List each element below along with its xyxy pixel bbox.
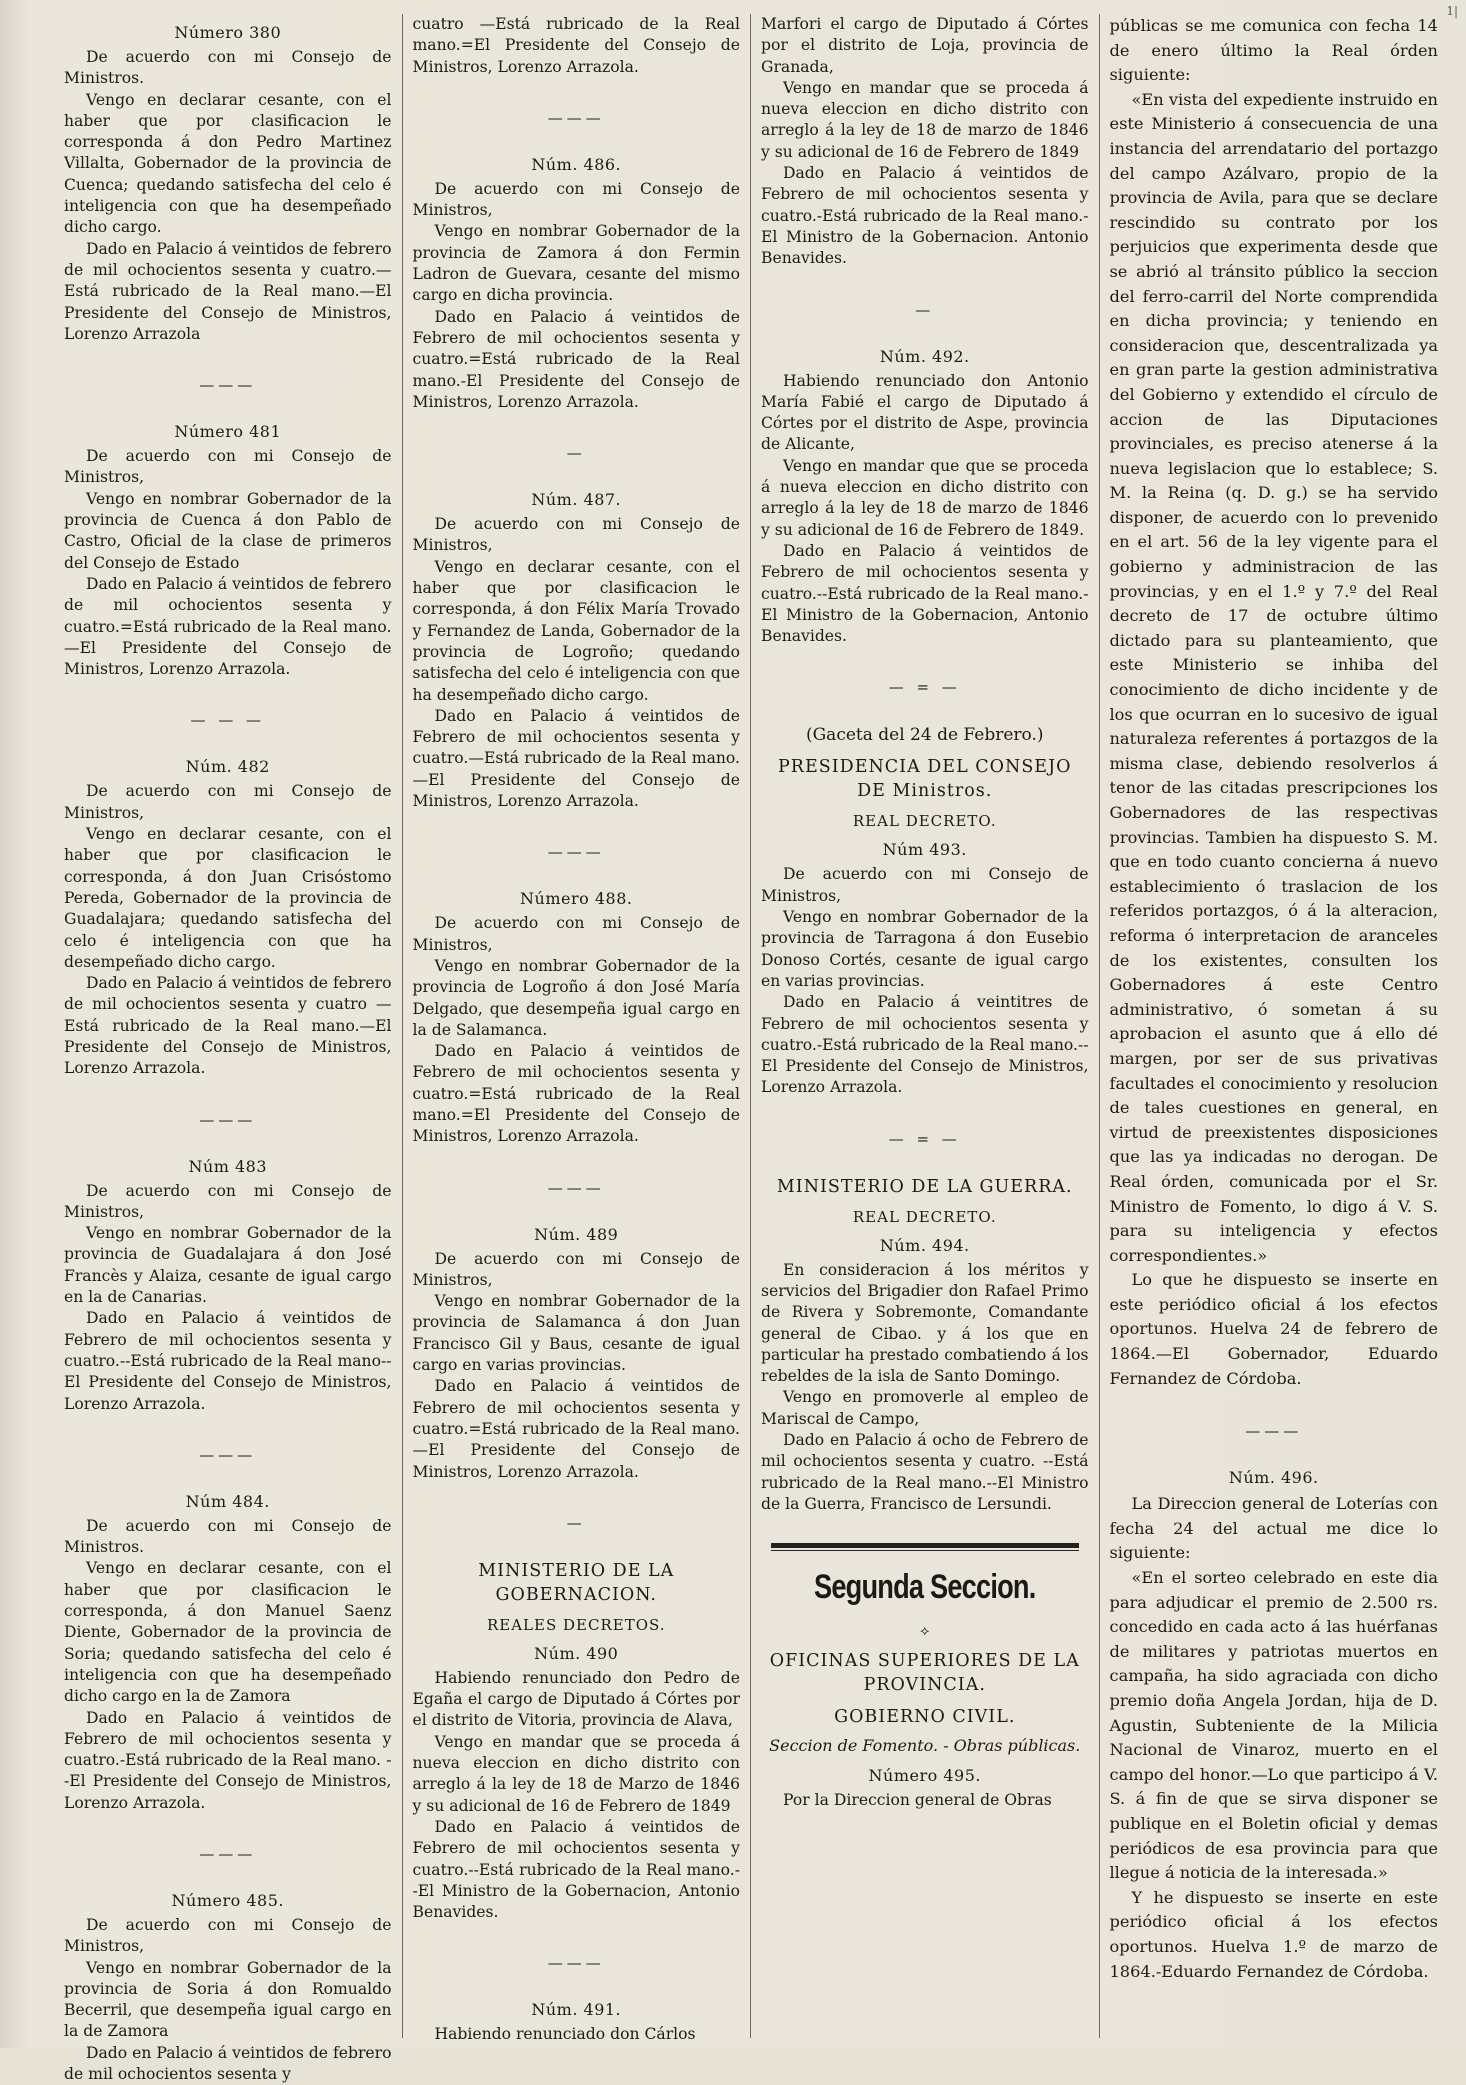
paragraph: En consideracion á los méritos y servicios del Brigadier don Rafael Primo de Rivera y Sobremonte, Comandante general de Cibao. y á los que en particular ha prestado combatiendo á los rebeldes de la isla de Santo Domingo.	[761, 1260, 1089, 1386]
subsection-title: Seccion de Fomento. - Obras públicas.	[769, 1736, 1081, 1756]
paragraph: «En vista del expediente instruido en este Ministerio á consecuencia de una instancia del arrendatario del portazgo del campo Azálvaro, propio de la provincia de Avila, para que se declare rescindido su contrato por los perjuicios que experimenta desde que se abrió al tránsito público la seccion del ferro-carril del Norte comprendida en dicha provincia; y teniendo en consideracion que, descentralizada ya en gran parte la gestion administrativa del Gobierno y extendido el círculo de accion de las Diputaciones provinciales, es preciso atenerse á la nueva legislacion que lo establece; S. M. la Reina (q. D. g.) se ha servido disponer, de acuerdo con lo prevenido en el art. 56 de la ley vigente para el gobierno y administracion de las provincias, y en el 1.º y 7.º del Real decreto de 17 de octubre último dictado para su planteamiento, que este Ministerio se inhiba del conocimiento de dicho incidente y de los que ocurran en lo sucesivo de igual naturaleza referentes á portazgos de la misma clase, debiendo resolverlos á tenor de las citadas prescripciones los Gobernadores de las respectivas provincias. Tambien ha dispuesto S. M. que en todo cuanto concierna á nuevo establecimiento ó traslacion de los referidos portazgos, ó á la alteracion, reforma ó interpretacion de aranceles de los existentes, consulten los Gobernadores á este Centro administrativo, ó sometan á su aprobacion el asunto que á ello dé margen, por ser de sus privativas facultades el conocimiento y resolucion de tales cuestiones en general, en virtud de preexistentes disposiciones que las ya indicadas no derogan. De Real órden, comunicada por el Sr. Ministro de Fomento, lo digo á V. S. para su inteligencia y efectos correspondientes.»	[1109, 89, 1438, 1265]
article-number: Núm. 492.	[879, 346, 970, 366]
separator: ———	[547, 1178, 605, 1197]
decree-heading: REALES DECRETOS.	[486, 1615, 666, 1634]
paragraph: Vengo en promoverle al empleo de Mariscal de Campo,	[761, 1388, 1089, 1428]
separator: ———	[547, 108, 605, 127]
separator: —	[566, 1513, 586, 1532]
paragraph: Vengo en declarar cesante, con el haber que por clasificacion le corresponda, á don Félix María Trovado y Fernandez de Landa, Gobernador de la provincia de Logroño; quedando satisfecha del celo é inteligencia con que ha desempeñado dicho cargo.	[412, 557, 740, 704]
paragraph: Vengo en nombrar Gobernador de la provincia de Zamora á don Fermin Ladron de Guevara, cesante del mismo cargo en dicha provincia.	[412, 222, 740, 305]
paragraph: Vengo en nombrar Gobernador de la provincia de Tarragona á don Eusebio Donoso Cortés, cesante de igual cargo en varias provincias.	[761, 908, 1089, 990]
separator: ———	[547, 1954, 605, 1973]
paragraph-continued: Marfori el cargo de Diputado á Córtes por el distrito de Loja, provincia de Granada,	[761, 15, 1089, 76]
section-heading: PRESIDENCIA DEL CONSEJO DE Ministros.	[778, 757, 1072, 802]
paragraph: Vengo en declarar cesante, con el haber que por clasificacion le corresponda á don Pedro Martinez Villalta, Gobernador de la provincia de Cuenca; quedando satisfecha del celo é inteligencia con que ha desempeñado dicho cargo.	[64, 90, 392, 237]
paragraph: De acuerdo con mi Consejo de Ministros,	[412, 179, 740, 220]
article-number: Núm 484.	[185, 1491, 270, 1511]
section-heading: MINISTERIO DE LA GUERRA.	[776, 1176, 1073, 1197]
section-heading: MINISTERIO DE LA GOBERNACION.	[478, 1560, 675, 1605]
paragraph: De acuerdo con mi Consejo de Ministros,	[412, 1249, 740, 1289]
paragraph: Habiendo renunciado don Cárlos	[434, 2025, 696, 2044]
separator: ———	[199, 1845, 257, 1863]
article-number: Núm. 487.	[531, 490, 622, 510]
corner-mark: 1|	[1446, 4, 1458, 18]
separator: ———	[199, 376, 257, 395]
paragraph: De acuerdo con mi Consejo de Ministros.	[64, 1516, 392, 1557]
paragraph: Dado en Palacio á veintidos de Febrero de mil ochocientos sesenta y cuatro.=Está rubricado de la Real mano.=El Presidente del Consejo de Ministros, Lorenzo Arrazola.	[412, 1042, 740, 1146]
paragraph: Vengo en nombrar Gobernador de la provincia de Guadalajara á don José Francès y Alaiza, cesante de igual cargo en la de Canarias.	[64, 1224, 392, 1307]
paragraph: Dado en Palacio á veintidos de Febrero de mil ochocientos sesenta y cuatro.--Está rubricado de la Real mano--El Presidente del Consejo de Ministros, Lorenzo Arrazola.	[64, 1309, 392, 1413]
article-number: Número 488.	[520, 889, 633, 909]
paragraph: Dado en Palacio á veintidos de Febrero de mil ochocientos sesenta y cuatro.=Está rubricado de la Real mano.-El Presidente del Consejo de Ministros, Lorenzo Arrazola.	[412, 307, 740, 411]
paragraph: Dado en Palacio á veintidos de febrero de mil ochocientos sesenta y cuatro —Está rubricado de la Real mano.—El Presidente del Consejo de Ministros, Lorenzo Arrazola.	[64, 974, 392, 1078]
paragraph: Habiendo renunciado don Antonio María Fabié el cargo de Diputado á Córtes por el distrito de Aspe, provincia de Alicante,	[761, 371, 1089, 454]
section-heading: OFICINAS SUPERIORES DE LA PROVINCIA.	[769, 1651, 1080, 1696]
paragraph: Habiendo renunciado don Pedro de Egaña el cargo de Diputado á Córtes por el distrito de Vitoria, provincia de Alava,	[412, 1668, 740, 1730]
paragraph: Y he dispuesto se inserte en este periódico oficial á los efectos oportunos. Huelva 1.º de marzo de 1864.-Eduardo Fernandez de Córdoba.	[1109, 1887, 1438, 1981]
separator: — = —	[888, 1129, 961, 1148]
paragraph: La Direccion general de Loterías con fecha 24 del actual me dice lo siguiente:	[1109, 1494, 1438, 1563]
separator: — — —	[190, 711, 266, 730]
article-number: Núm. 482	[185, 757, 270, 777]
article-number: Núm. 489	[534, 1224, 619, 1244]
paragraph: Vengo en nombrar Gobernador de la provincia de Logroño á don José María Delgado, que desempeña igual cargo en la de Salamanca.	[412, 956, 740, 1039]
separator: ———	[199, 1445, 257, 1464]
decree-heading: REAL DECRETO.	[852, 1207, 997, 1226]
paragraph: Vengo en nombrar Gobernador de la provincia de Cuenca á don Pablo de Castro, Oficial de la clase de primeros del Consejo de Estado	[64, 489, 392, 572]
paragraph: Vengo en mandar que se proceda á nueva eleccion en dicho distrito con arreglo á la ley de 18 de Marzo de 1846 y su adicional de 16 de Febrero de 1849	[412, 1732, 740, 1815]
separator: ———	[199, 1110, 257, 1129]
paragraph: Dado en Palacio á veintidos de febrero de mil ochocientos sesenta y cuatro.=Está rubricado de la Real mano.—El Presidente del Consejo de Ministros, Lorenzo Arrazola.	[64, 574, 392, 679]
section-heading: GOBIERNO CIVIL.	[834, 1707, 1016, 1728]
paragraph: De acuerdo con mi Consejo de Ministros,	[412, 914, 740, 954]
gaceta-date: (Gaceta del 24 de Febrero.)	[805, 725, 1044, 746]
thin-rule	[771, 1550, 1079, 1551]
paragraph: Vengo en nombrar Gobernador de la provincia de Salamanca á don Juan Francisco Gil y Baus, cesante de igual cargo en varias provincias.	[412, 1292, 740, 1375]
separator: —	[915, 300, 935, 319]
paragraph: De acuerdo con mi Consejo de Ministros,	[761, 865, 1089, 905]
paragraph: Dado en Palacio á veintidos de febrero de mil ochocientos sesenta y	[64, 2043, 392, 2084]
article-number: Núm. 486.	[531, 154, 622, 174]
paragraph: De acuerdo con mi Consejo de Ministros,	[64, 1181, 392, 1221]
paragraph: Dado en Palacio á veintidos de Febrero de mil ochocientos sesenta y cuatro.=Está rubricado de la Real mano.—El Presidente del Consejo de Ministros, Lorenzo Arrazola.	[412, 1377, 740, 1481]
decree-heading: REAL DECRETO.	[852, 812, 997, 831]
paragraph: De acuerdo con mi Consejo de Ministros.	[64, 48, 392, 88]
paragraph: Dado en Palacio á ocho de Febrero de mil ochocientos sesenta y cuatro. --Está rubricado de la Real mano.--El Ministro de la Guerra, Francisco de Lersundi.	[761, 1431, 1089, 1513]
article-number: Número 380	[174, 23, 282, 42]
paragraph: De acuerdo con mi Consejo de Ministros,	[412, 515, 740, 555]
paragraph: Vengo en declarar cesante, con el haber que por clasificacion le corresponda, á don Manuel Saenz Diente, Gobernador de la provincia de Soria; quedando satisfecha del celo é inteligencia con que ha desempeñado dicho cargo en la de Zamora	[64, 1559, 392, 1706]
article-number: Núm 493.	[882, 840, 967, 860]
paragraph: Dado en Palacio á veintitres de Febrero de mil ochocientos sesenta y cuatro.-Está rubricado de la Real mano.--El Presidente del Consejo de Ministros, Lorenzo Arrazola.	[761, 993, 1089, 1097]
paragraph: Vengo en nombrar Gobernador de la provincia de Soria á don Romualdo Becerril, que desempeña igual cargo en la de Zamora	[64, 1958, 392, 2041]
column-2	[403, 14, 752, 2044]
paragraph: Dado en Palacio á veintidos de Febrero de mil ochocientos sesenta y cuatro.-Está rubricado de la Real mano. --El Presidente del Consejo de Ministros, Lorenzo Arrazola.	[64, 1708, 392, 1812]
article-number: Núm. 496.	[1228, 1468, 1319, 1488]
article-number: Núm. 494.	[879, 1235, 970, 1255]
paragraph: Vengo en mandar que se proceda á nueva eleccion en dicho distrito con arreglo á la ley de 18 de marzo de 1846 y su adicional de 16 de Febrero de 1849	[761, 78, 1089, 161]
column-4	[1100, 14, 1448, 2038]
column-1	[54, 14, 403, 2084]
article-number: Núm. 491.	[531, 2000, 622, 2020]
paragraph: Dado en Palacio á veintidos de Febrero de mil ochocientos sesenta y cuatro.--Está rubricado de la Real mano.-El Ministro de la Gobernacion, Antonio Benavides.	[761, 541, 1089, 646]
paragraph: Dado en Palacio á veintidos de Febrero de mil ochocientos sesenta y cuatro.-Está rubricado de la Real mano.-El Ministro de la Gobernacion. Antonio Benavides.	[761, 164, 1089, 268]
column-3	[751, 14, 1100, 2038]
paragraph: Lo que he dispuesto se inserte en este periódico oficial á los efectos oportunos. Huelva 24 de febrero de 1864.—El Gobernador, Eduardo Fernandez de Córdoba.	[1109, 1270, 1438, 1388]
separator: ———	[1245, 1422, 1303, 1441]
paragraph-continued: cuatro —Está rubricado de la Real mano.=El Presidente del Consejo de Ministros, Lorenzo Arrazola.	[412, 15, 740, 76]
article-number: Núm. 490	[534, 1643, 619, 1663]
separator: — = —	[888, 678, 961, 697]
paragraph: Dado en Palacio á veintidos de febrero de mil ochocientos sesenta y cuatro.—Está rubricado de la Real mano.—El Presidente del Consejo de Ministros, Lorenzo Arrazola	[64, 239, 392, 343]
separator: ———	[547, 843, 605, 862]
columns	[54, 14, 1448, 2084]
paragraph: De acuerdo con mi Consejo de Ministros,	[64, 447, 392, 487]
article-number: Número 481	[174, 422, 282, 442]
paragraph: Por la Direccion general de Obras	[783, 1791, 1052, 1810]
article-number: Número 485.	[171, 1891, 284, 1910]
paragraph: De acuerdo con mi Consejo de Ministros,	[64, 1916, 392, 1956]
paragraph: «En el sorteo celebrado en este dia para adjudicar el premio de 2.500 rs. concedido en cada acto á las huérfanas de militares y patriotas muertos en campaña, ha sido agraciada con dicho premio doña Angela Jordan, hija de D. Agustin, Subteniente de la Milicia Nacional de Vinaroz, muerto en el campo del honor.—Lo que participo á V. S. á fin de que se sirva disponer se publique en el Boletin oficial y demas periódicos de esa provincia para que llegue á noticia de la interesada.»	[1109, 1568, 1438, 1883]
paragraph: Dado en Palacio á veintidos de Febrero de mil ochocientos sesenta y cuatro.--Está rubricado de la Real mano.--El Ministro de la Gobernacion, Antonio Benavides.	[412, 1817, 740, 1922]
paragraph: Vengo en mandar que que se proceda á nueva eleccion en dicho distrito con arreglo á la ley de 18 de marzo de 1846 y su adicional de 16 de Febrero de 1849.	[761, 456, 1089, 539]
ornament: ⟡	[920, 1623, 930, 1640]
paragraph-continued: públicas se me comunica con fecha 14 de enero último la Real órden siguiente:	[1109, 16, 1438, 85]
separator: —	[566, 444, 586, 463]
paragraph: De acuerdo con mi Consejo de Ministros,	[64, 782, 392, 822]
heavy-rule	[771, 1543, 1079, 1548]
article-number: Número 495.	[868, 1766, 981, 1786]
article-number: Núm 483	[188, 1156, 268, 1176]
paragraph: Dado en Palacio á veintidos de Febrero de mil ochocientos sesenta y cuatro.—Está rubricado de la Real mano.—El Presidente del Consejo de Ministros, Lorenzo Arrazola.	[412, 706, 740, 811]
section-title: Segunda Seccion.	[814, 1568, 1036, 1607]
paragraph: Vengo en declarar cesante, con el haber que por clasificacion le corresponda, á don Juan Crisóstomo Pereda, Gobernador de la provincia de Guadalajara; quedando satisfecha del celo é inteligencia con que ha desempeñado dicho cargo.	[64, 825, 392, 971]
